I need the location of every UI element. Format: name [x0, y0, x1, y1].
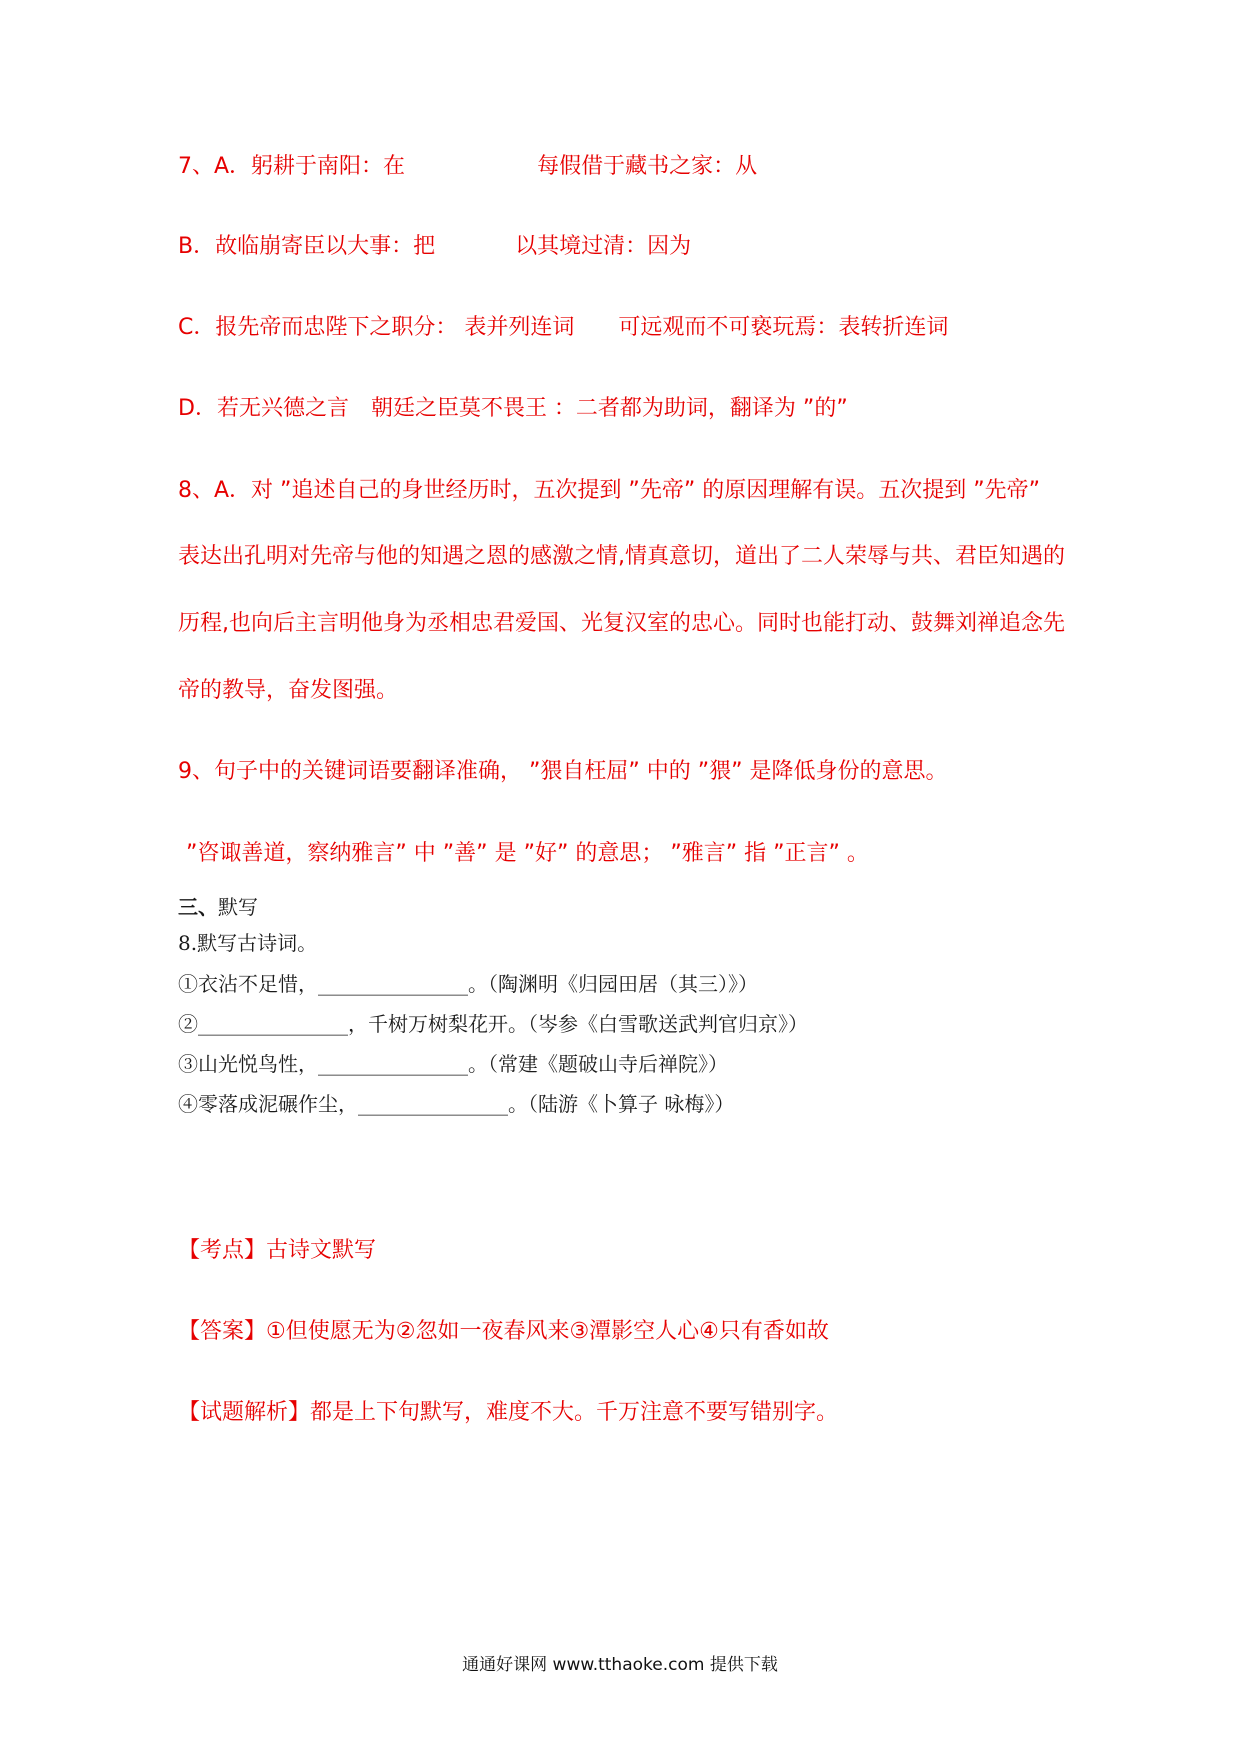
section-heading-number: 三、: [178, 895, 218, 919]
answer-kaodian: 【考点】古诗文默写: [178, 1238, 377, 1263]
dictation-question: 8.默写古诗词。: [178, 931, 318, 955]
q8-line-2: 表达出孔明对先帝与他的知遇之恩的感激之情,情真意切，道出了二人荣辱与共、君臣知遇的: [178, 544, 1065, 569]
q7-c-right: 可远观而不可亵玩焉：表转折连词: [618, 315, 949, 340]
q9-line-2: ”咨诹善道，察纳雅言” 中 ”善” 是 ”好” 的意思； ”雅言” 指 ”正言” 。: [186, 841, 869, 866]
q7-b-right: 以其境过清：因为: [515, 234, 692, 259]
q8-line-4: 帝的教导，奋发图强。: [178, 678, 399, 703]
q8-line-1: 8、A．对 ”追述自己的身世经历时，五次提到 ”先帝” 的原因理解有误。五次提到 ”先帝”: [178, 478, 1041, 503]
answer-daan: 【答案】①但使愿无为②忽如一夜春风来③潭影空人心④只有香如故: [178, 1319, 829, 1344]
q7-c-left: C．报先帝而忠陛下之职分： 表并列连词: [178, 315, 575, 340]
q9-line-1: 9、句子中的关键词语要翻译准确， ”猥自枉屈” 中的 ”猥” 是降低身份的意思。: [178, 759, 948, 784]
q7-option-d: D．若无兴德之言 朝廷之臣莫不畏王 ：二者都为助词，翻译为 ”的”: [178, 396, 848, 421]
page-footer: 通通好课网 www.tthaoke.com 提供下载: [462, 1655, 778, 1675]
q7-b-left: B．故临崩寄臣以大事：把: [178, 234, 436, 259]
dictation-item-3: ③山光悦鸟性，_______________。（常建《题破山寺后禅院》）: [178, 1052, 728, 1076]
q7-option-b: [178, 236, 691, 258]
answer-jiexi: 【试题解析】都是上下句默写，难度不大。千万注意不要写错别字。: [178, 1400, 839, 1425]
dictation-item-1: ①衣沾不足惜，_______________。（陶渊明《归园田居（其三）》）: [178, 972, 758, 996]
section-heading-text: 默写: [218, 895, 258, 919]
q8-line-3: 历程,也向后主言明他身为丞相忠君爱国、光复汉室的忠心。同时也能打动、鼓舞刘禅追念先: [178, 611, 1065, 636]
dictation-item-2: ②_______________，千树万树梨花开。（岑参《白雪歌送武判官归京》）: [178, 1012, 808, 1036]
q7-option-c: [178, 317, 948, 339]
q7-a-left: 7、A．躬耕于南阳：在: [178, 154, 406, 179]
dictation-item-4: ④零落成泥碾作尘，_______________。（陆游《卜算子 咏梅》）: [178, 1092, 735, 1116]
q7-a-right: 每假借于藏书之家：从: [537, 154, 758, 179]
q7-option-a: [178, 156, 757, 178]
section-heading: [178, 897, 258, 917]
